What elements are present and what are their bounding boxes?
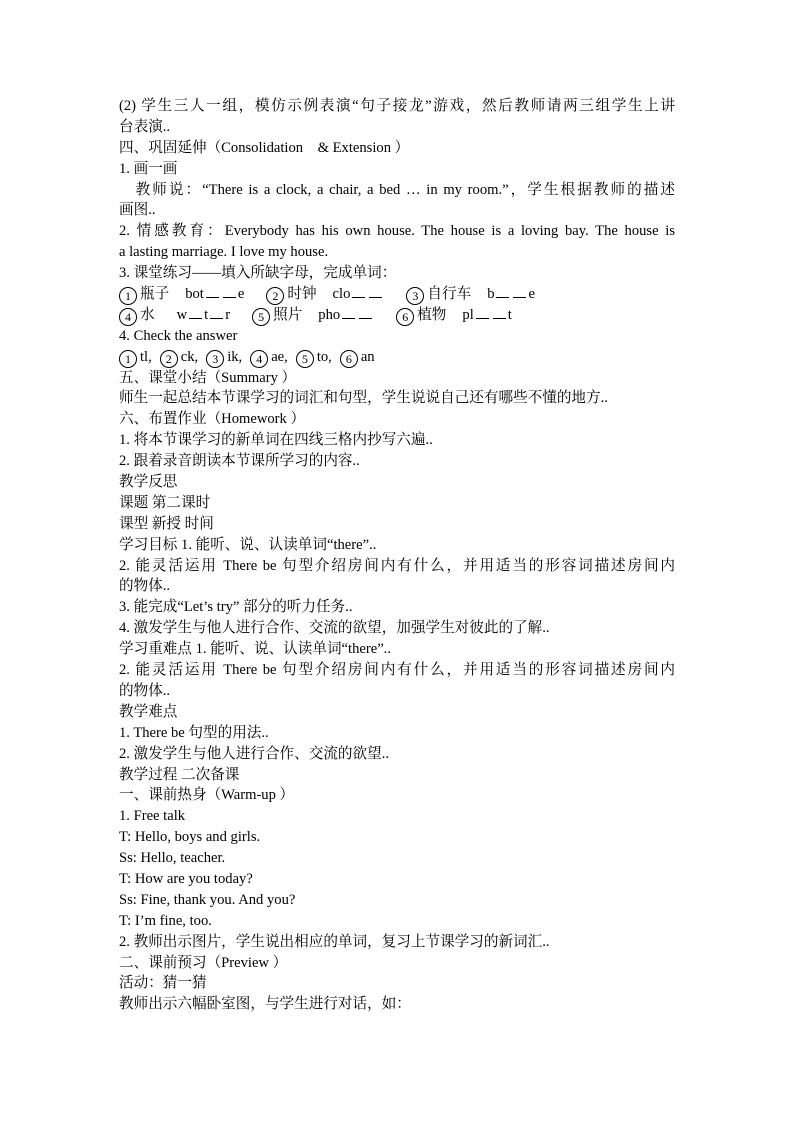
learning-objective: 学习目标 1. 能听、说、认读单词“there”.. [119,536,377,553]
section-heading-preview: 二、课前预习（Preview ） [119,954,288,971]
paragraph-line: 4. 激发学生与他人进行合作、交流的欲望，加强学生对彼此的了解.. [119,620,550,637]
paragraph-line: 的物体.. [119,578,171,595]
exercise-word-prefix: w [176,306,188,323]
heading-difficulty: 教学难点 [119,703,178,720]
paragraph-line: a lasting marriage. I love my house. [119,244,329,261]
paragraph-line: 2. 激发学生与他人进行合作、交流的欲望.. [119,745,389,762]
letter-blank [206,285,219,298]
circled-number: 6 [340,350,358,368]
circled-number: 4 [119,308,137,326]
lesson-title: 课题 第二课时 [119,494,211,511]
exercise-word-cn: 时钟 [287,286,317,303]
paragraph-line: 教师出示六幅卧室图，与学生进行对话，如： [119,996,411,1013]
exercise-word-prefix: pl [462,306,474,323]
exercise-word-middle: t [204,306,209,323]
exercise-word-cn: 瓶子 [140,286,170,303]
dialogue-line: T: I’m fine, too. [119,912,212,929]
answer-text: to, [316,348,332,365]
circled-number: 2 [266,287,284,305]
circled-number: 3 [406,287,424,305]
exercise-row-2 [119,305,675,326]
document-page [119,96,675,1015]
answer-text: an [360,348,375,365]
exercise-word-suffix: t [507,306,512,323]
heading-reflection: 教学反思 [119,474,178,491]
answer-text: ik, [227,348,243,365]
paragraph-line: 台表演.. [119,118,171,135]
paragraph-line: 2. 能灵活运用 There be 句型介绍房间内有什么，并用适当的形容词描述房间内 [119,662,675,679]
letter-blank [210,306,223,319]
section-heading-summary: 五、课堂小结（Summary ） [119,369,297,386]
key-points: 学习重难点 1. 能听、说、认读单词“there”.. [119,641,391,658]
paragraph-line: 2. 能灵活运用 There be 句型介绍房间内有什么，并用适当的形容词描述房间内 [119,557,675,574]
circled-number: 6 [396,308,414,326]
answer-text: tl, [140,348,152,365]
paragraph-line: 的物体.. [119,682,171,699]
dialogue-line: T: Hello, boys and girls. [119,829,261,846]
exercise-word-prefix: clo [332,286,351,303]
paragraph-line: 2. 情感教育：Everybody has his own house. The house is a loving bay. The house is [119,223,675,240]
paragraph-line: 教师说：“There is a clock, a chair, a bed … in my room.”，学生根据教师的描述 [119,181,675,198]
section-heading-warmup: 一、课前热身（Warm-up ） [119,787,295,804]
circled-number: 5 [252,308,270,326]
section-heading-consolidation: 四、巩固延伸（Consolidation & Extension ） [119,139,410,156]
circled-number: 4 [250,350,268,368]
letter-blank [352,285,365,298]
item-heading-draw: 1. 画一画 [119,160,178,177]
circled-number: 1 [119,287,137,305]
answer-text: ck, [180,348,199,365]
exercise-word-cn: 植物 [417,306,447,323]
paragraph-line: 1. There be 句型的用法.. [119,724,269,741]
answer-row [119,347,675,368]
exercise-word-suffix: e [528,286,535,303]
exercise-row-1 [119,284,675,305]
lesson-type: 课型 新授 时间 [119,515,214,532]
circled-number: 3 [206,350,224,368]
check-answer-heading: 4. Check the answer [119,327,238,344]
exercise-word-prefix: pho [318,306,341,323]
dialogue-line: T: How are you today? [119,870,253,887]
circled-number: 2 [160,350,178,368]
paragraph-line: 2. 教师出示图片，学生说出相应的单词，复习上节课学习的新词汇.. [119,933,550,950]
letter-blank [496,285,509,298]
exercise-word-prefix: bot [185,286,204,303]
paragraph-line: 活动：猜一猜 [119,975,207,992]
letter-blank [223,285,236,298]
letter-blank [493,306,506,319]
exercise-word-cn: 照片 [273,306,303,323]
exercise-heading: 3. 课堂练习——填入所缺字母，完成单词： [119,265,397,282]
letter-blank [359,306,372,319]
paragraph-line: (2) 学生三人一组，模仿示例表演“句子接龙”游戏，然后教师请两三组学生上讲 [119,98,675,114]
exercise-word-suffix: e [237,286,245,303]
dialogue-line: Ss: Hello, teacher. [119,850,226,867]
paragraph-line: 3. 能完成“Let’s try” 部分的听力任务.. [119,599,353,616]
paragraph-line: 1. 将本节课学习的新单词在四线三格内抄写六遍.. [119,432,433,449]
paragraph-line: 2. 跟着录音朗读本节课所学习的内容.. [119,453,360,470]
answer-text: ae, [271,348,288,365]
heading-process: 教学过程 二次备课 [119,766,240,783]
exercise-word-cn: 自行车 [427,286,472,303]
section-heading-homework: 六、布置作业（Homework ） [119,411,306,428]
letter-blank [513,285,526,298]
exercise-word-cn: 水 [140,306,155,323]
exercise-word-suffix: r [225,306,231,323]
dialogue-line: Ss: Fine, thank you. And you? [119,891,296,908]
letter-blank [476,306,489,319]
letter-blank [369,285,382,298]
letter-blank [342,306,355,319]
paragraph-line: 1. Free talk [119,808,186,825]
letter-blank [189,306,202,319]
circled-number: 5 [296,350,314,368]
circled-number: 1 [119,350,137,368]
exercise-word-prefix: b [487,286,495,303]
paragraph-line: 画图.. [119,202,156,219]
paragraph-line: 师生一起总结本节课学习的词汇和句型，学生说说自己还有哪些不懂的地方.. [119,390,608,407]
